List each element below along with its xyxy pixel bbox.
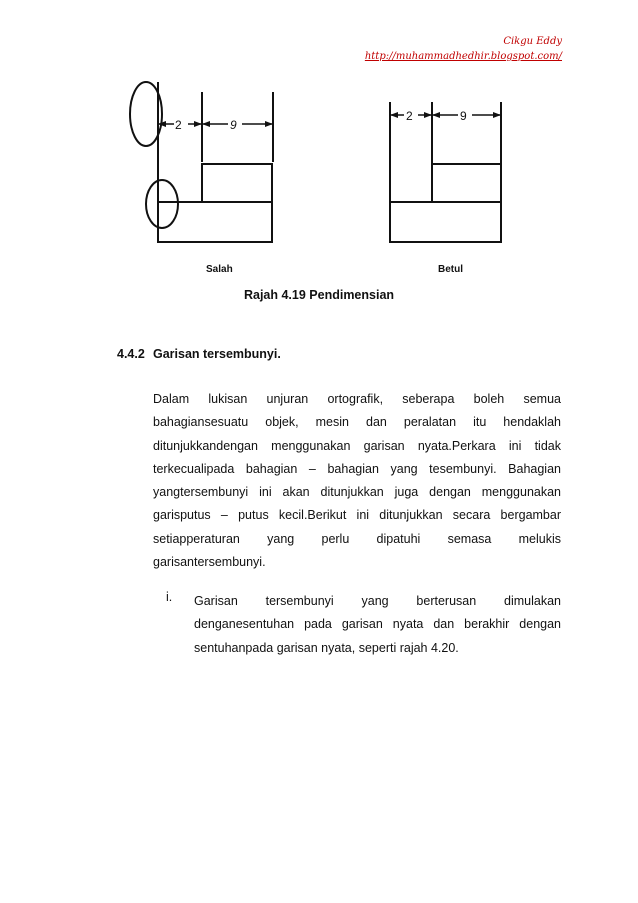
list-item-line: sentuhanpada garisan nyata, seperti rajah 4.20. <box>194 640 459 655</box>
list-item-text <box>194 590 561 660</box>
list-item-line: denganesentuhan pada garisan nyata dan berakhir dengan <box>194 617 561 632</box>
section-title: Garisan tersembunyi. <box>153 347 281 361</box>
section-number: 4.4.2 <box>117 347 145 361</box>
figure-caption: Rajah 4.19 Pendimensian <box>243 288 395 302</box>
paragraph-line: garisputus – putus kecil.Berikut ini ditunjukkan secara bergambar <box>153 508 561 523</box>
error-circle-marker <box>146 180 178 228</box>
body-paragraph <box>153 388 561 574</box>
paragraph-line: terkecualipada bahagian – bahagian yang tesembunyi. Bahagian <box>153 461 561 476</box>
paragraph-line: bahagiansesuatu objek, mesin dan peralatan itu hendaklah <box>153 415 561 430</box>
paragraph-line: yangtersembunyi ini akan ditunjukkan juga dengan menggunakan <box>153 485 561 500</box>
page-header <box>365 34 562 64</box>
dimensioning-figure <box>118 72 518 282</box>
list-item-number: i. <box>166 590 173 604</box>
label-wrong: Salah <box>206 264 233 275</box>
base-block <box>390 202 501 242</box>
header-url-link[interactable]: http://muhammadhedhir.blogspot.com/ <box>364 51 562 62</box>
paragraph-line: garisantersembunyi. <box>153 555 266 570</box>
paragraph-line: Dalam lukisan unjuran ortografik, seberapa boleh semua <box>153 392 561 406</box>
paragraph-line: setiapperaturan yang perlu dipatuhi semasa melukis <box>153 531 561 546</box>
header-author: Cikgu Eddy <box>503 36 562 47</box>
upper-block <box>432 164 501 202</box>
base-block <box>158 202 272 242</box>
list-item-line: Garisan tersembunyi yang berterusan dimulakan <box>194 594 561 608</box>
dimension-label-left-2: 9 <box>230 118 237 132</box>
upper-block <box>202 164 272 202</box>
dimension-label-right-2: 9 <box>460 109 467 123</box>
dimension-label-left-1: 2 <box>175 118 182 132</box>
label-correct: Betul <box>438 264 463 275</box>
paragraph-line: ditunjukkandengan menggunakan garisan nyata.Perkara ini tidak <box>153 438 561 453</box>
dimension-label-right-1: 2 <box>406 109 413 123</box>
